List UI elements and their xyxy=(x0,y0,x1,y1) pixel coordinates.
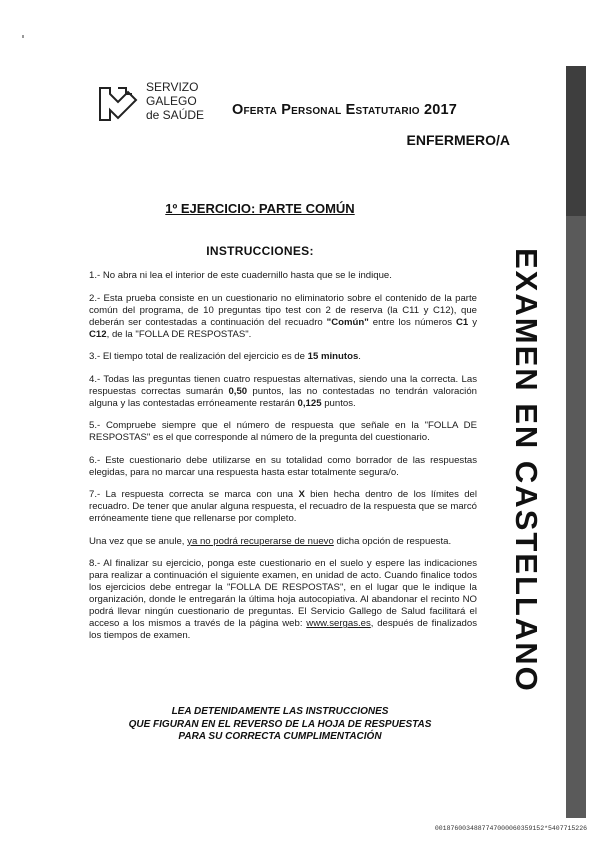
exercise-title: 1º EJERCICIO: PARTE COMÚN xyxy=(165,201,355,216)
instruction-8: 8.- Al finalizar su ejercicio, ponga este cuestionario en el suelo y espere las indicaciones para realizar a continuación el siguiente examen, en unidad de acto. Cuando finalice todos los ejercicios debe entregar la "FOLLA DE RESPOSTAS", en el lugar que le indique la organización, donde le entregarán la última hoja autocopiativa. Al abandonar el recinto NO podrá llevar ningún cuestionario de preguntas. El Servicio Gallego de Salud facilitará el acceso a los mismos a través de la página web: www.sergas.es, después de finalizados los tiempos de examen. xyxy=(89,558,478,641)
instruction-7-note: Una vez que se anule, ya no podrá recuperarse de nuevo dicha opción de respuesta. xyxy=(89,535,452,547)
offer-title: Oferta Personal Estatutario 2017 xyxy=(232,102,458,118)
logo-line-3: de SAÚDE xyxy=(146,108,205,122)
side-gray-bar-top xyxy=(566,66,586,216)
sergas-cross-icon xyxy=(96,84,140,124)
instruction-6: 6.- Este cuestionario debe utilizarse en su totalidad como borrador de las respuestas elegidas, para no marcar una respuesta hasta estar totalmente segura/o. xyxy=(89,454,477,478)
instruction-4: 4.- Todas las preguntas tienen cuatro respuestas alternativas, siendo una la correcta. Las respuestas correctas sumarán 0,50 puntos, las no contestadas no tendrán valoración alguna y las contestadas erróneamente restarán 0,125 puntos. xyxy=(89,373,477,409)
profession-title: ENFERMERO/A xyxy=(406,132,510,148)
instruction-1: 1.- No abra ni lea el interior de este cuadernillo hasta que se le indique. xyxy=(89,270,392,281)
logo-line-2: GALEGO xyxy=(146,94,197,108)
instruction-2: 2.- Esta prueba consiste en un cuestionario no eliminatorio sobre el contenido de la parte común del programa, de 10 preguntas tipo test con 2 de reserva (la C11 y C12), que deberán ser contestadas a continuación del recuadro "Común" entre los números C1 y C12, de la "FOLLA DE RESPOSTAS". xyxy=(89,292,477,340)
footer-line-2: QUE FIGURAN EN EL REVERSO DE LA HOJA DE RESPUESTAS xyxy=(128,718,432,730)
instruction-5: 5.- Compruebe siempre que el número de respuesta que señale en la "FOLLA DE RESPOSTAS" es el que corresponde al número de la pregunta del cuestionario. xyxy=(89,420,477,443)
sergas-logo xyxy=(96,80,236,128)
barcode-number: 0018760034887747000060359152*5407715226 xyxy=(434,825,587,832)
side-title-castellano: EXAMEN EN CASTELLANO xyxy=(509,248,544,693)
footer-line-3: PARA SU CORRECTA CUMPLIMENTACIÓN xyxy=(178,731,382,742)
logo-line-1: SERVIZO xyxy=(146,80,199,94)
instruction-7: 7.- La respuesta correcta se marca con una X bien hecha dentro de los límites del recuadro. De tener que anular alguna respuesta, el recuadro de la respuesta que se marcó erróneamente tiene que rellenarse por completo. xyxy=(89,489,478,524)
footer-note xyxy=(80,706,480,744)
scan-speck xyxy=(22,35,24,38)
footer-line-1: LEA DETENIDAMENTE LAS INSTRUCCIONES xyxy=(171,706,389,717)
logo-text xyxy=(146,80,204,122)
sergas-link[interactable]: www.sergas.es xyxy=(306,618,371,629)
instruction-3: 3.- El tiempo total de realización del ejercicio es de 15 minutos. xyxy=(89,351,361,362)
instructions-heading: INSTRUCCIONES: xyxy=(206,244,314,258)
instructions-body xyxy=(89,270,477,653)
